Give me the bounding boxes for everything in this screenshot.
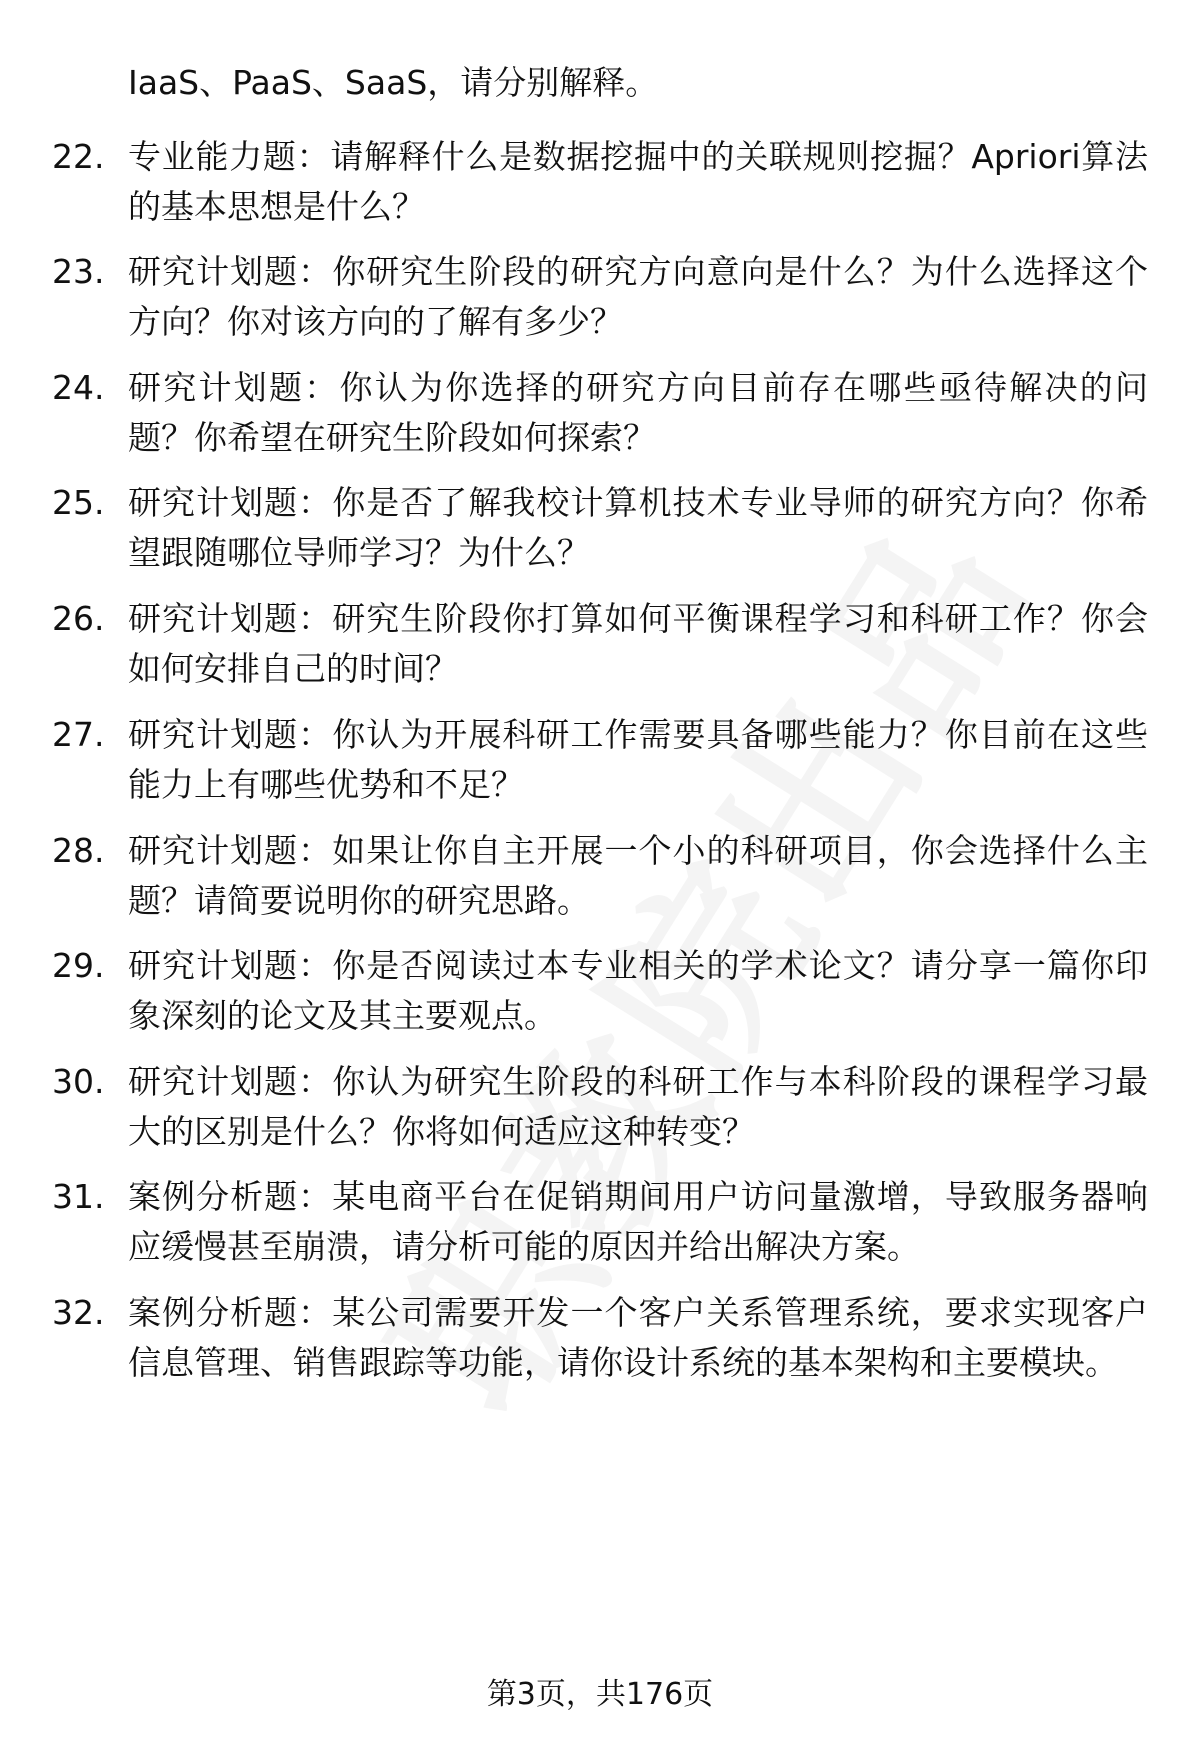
- question-number: 26.: [52, 599, 105, 638]
- question-text: 研究计划题：你是否了解我校计算机技术专业导师的研究方向？你希望跟随哪位导师学习？为什么？: [128, 483, 1148, 572]
- question-number: 30.: [52, 1062, 105, 1101]
- question-number: 27.: [52, 715, 105, 754]
- page-number-footer: 第3页，共176页: [486, 1677, 714, 1712]
- question-number: 23.: [52, 252, 105, 291]
- question-number: 25.: [52, 483, 105, 522]
- question-text: 案例分析题：某电商平台在促销期间用户访问量激增，导致服务器响应缓慢甚至崩溃，请分析可能的原因并给出解决方案。: [128, 1177, 1148, 1266]
- question-text: 研究计划题：研究生阶段你打算如何平衡课程学习和科研工作？你会如何安排自己的时间？: [128, 599, 1148, 688]
- question-number: 28.: [52, 831, 105, 870]
- question-number: 31.: [52, 1177, 105, 1216]
- question-text: 研究计划题：你认为开展科研工作需要具备哪些能力？你目前在这些能力上有哪些优势和不足？: [128, 715, 1148, 804]
- question-text: 研究计划题：你认为你选择的研究方向目前存在哪些亟待解决的问题？你希望在研究生阶段如何探索？: [128, 368, 1148, 457]
- question-text: 案例分析题：某公司需要开发一个客户关系管理系统，要求实现客户信息管理、销售跟踪等功能，请你设计系统的基本架构和主要模块。: [128, 1293, 1148, 1382]
- question-text: 研究计划题：如果让你自主开展一个小的科研项目，你会选择什么主题？请简要说明你的研究思路。: [128, 831, 1148, 920]
- question-text: 专业能力题：请解释什么是数据挖掘中的关联规则挖掘？Apriori算法的基本思想是什么？: [128, 137, 1148, 226]
- question-number: 24.: [52, 368, 105, 407]
- question-number: 22.: [52, 137, 105, 176]
- question-text: 研究计划题：你认为研究生阶段的科研工作与本科阶段的课程学习最大的区别是什么？你将如何适应这种转变？: [128, 1062, 1148, 1151]
- question-text: 研究计划题：你是否阅读过本专业相关的学术论文？请分享一篇你印象深刻的论文及其主要观点。: [128, 946, 1148, 1035]
- question-number: 29.: [52, 946, 105, 985]
- question-text: 研究计划题：你研究生阶段的研究方向意向是什么？为什么选择这个方向？你对该方向的了解有多少？: [128, 252, 1148, 341]
- intro-line: IaaS、PaaS、SaaS，请分别解释。: [128, 63, 659, 102]
- question-number: 32.: [52, 1293, 105, 1332]
